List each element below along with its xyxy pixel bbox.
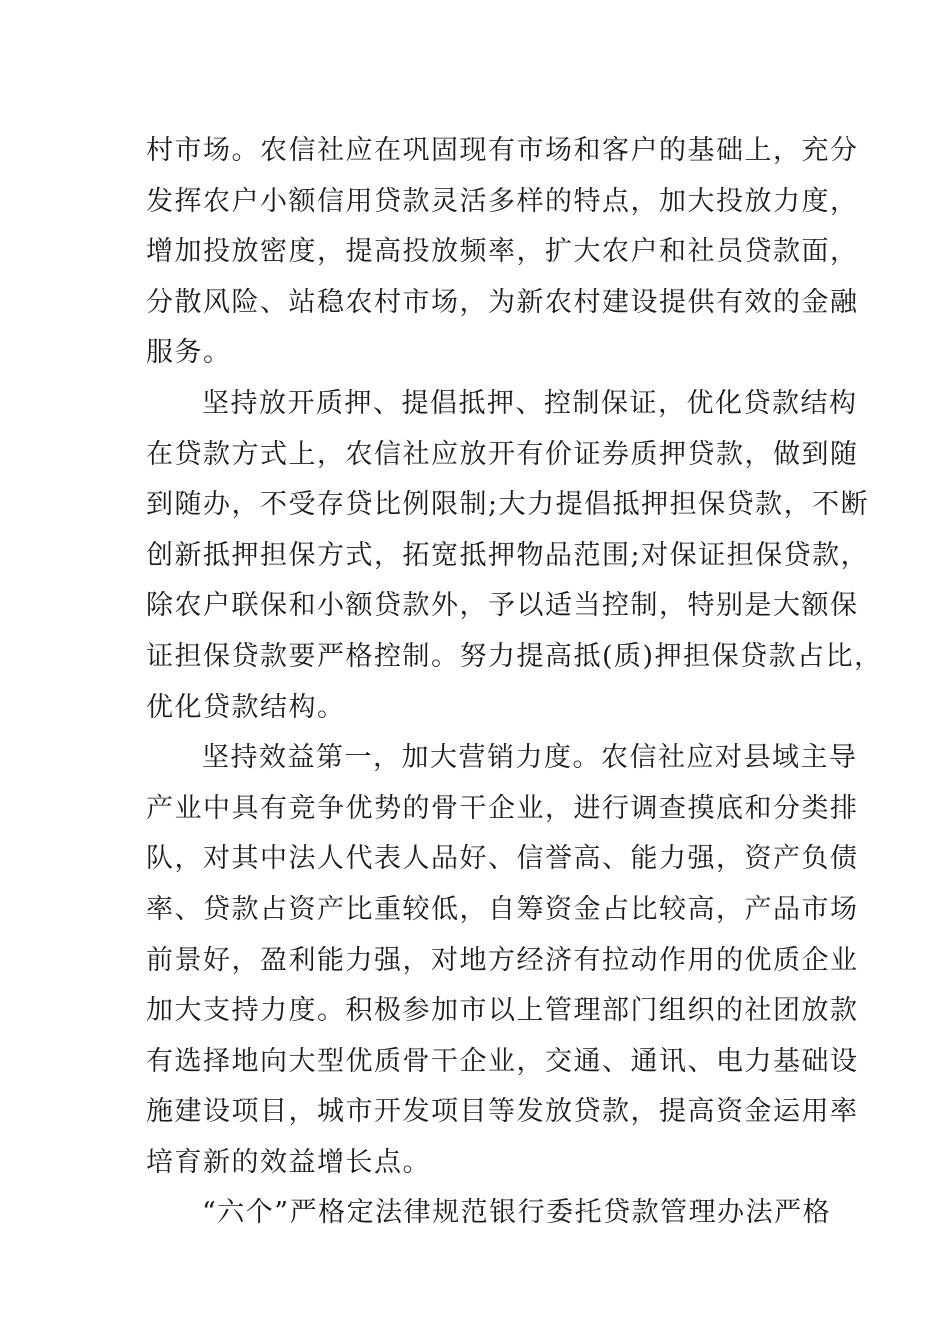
text-line: 优化贷款结构。: [146, 691, 346, 723]
text-line: 队，对其中法人代表人品好、信誉高、能力强，资产负债: [146, 843, 859, 875]
text-line: 证担保贷款要严格控制。努力提高抵(质)押担保贷款占比，: [146, 640, 883, 672]
paragraph-start-line: 坚持效益第一，加大营销力度。农信社应对县域主导: [202, 742, 858, 774]
text-line: 产业中具有竞争优势的骨干企业，进行调查摸底和分类排: [146, 792, 859, 824]
text-line: 创新抵押担保方式，拓宽抵押物品范围;对保证担保贷款，: [146, 539, 870, 571]
text-line: 在贷款方式上，农信社应放开有价证券质押贷款，做到随: [146, 438, 859, 470]
text-line: 施建设项目，城市开发项目等发放贷款，提高资金运用率: [146, 1096, 859, 1128]
paragraph-start-line: 坚持放开质押、提倡抵押、控制保证，优化贷款结构: [202, 387, 858, 419]
text-line: 有选择地向大型优质骨干企业，交通、通讯、电力基础设: [146, 1045, 859, 1077]
text-line: 发挥农户小额信用贷款灵活多样的特点，加大投放力度，: [146, 185, 859, 217]
text-line: 服务。: [146, 337, 232, 369]
paragraph-start-line: “六个”严格定法律规范银行委托贷款管理办法严格: [202, 1197, 832, 1229]
text-line: 前景好，盈利能力强，对地方经济有拉动作用的优质企业: [146, 944, 859, 976]
text-line: 分散风险、站稳农村市场，为新农村建设提供有效的金融: [146, 286, 859, 318]
text-line: 增加投放密度，提高投放频率，扩大农户和社员贷款面，: [146, 236, 859, 268]
text-line: 村市场。农信社应在巩固现有市场和客户的基础上，充分: [146, 135, 859, 166]
body-text: [146, 126, 883, 1239]
text-line: 到随办，不受存贷比例限制;大力提倡抵押担保贷款，不断: [146, 489, 870, 521]
text-line: 加大支持力度。积极参加市以上管理部门组织的社团放款: [146, 995, 859, 1027]
text-line: 培育新的效益增长点。: [146, 1146, 431, 1178]
text-line: 率、贷款占资产比重较低，自筹资金占比较高，产品市场: [146, 893, 859, 925]
text-line: 除农户联保和小额贷款外，予以适当控制，特别是大额保: [146, 590, 859, 622]
